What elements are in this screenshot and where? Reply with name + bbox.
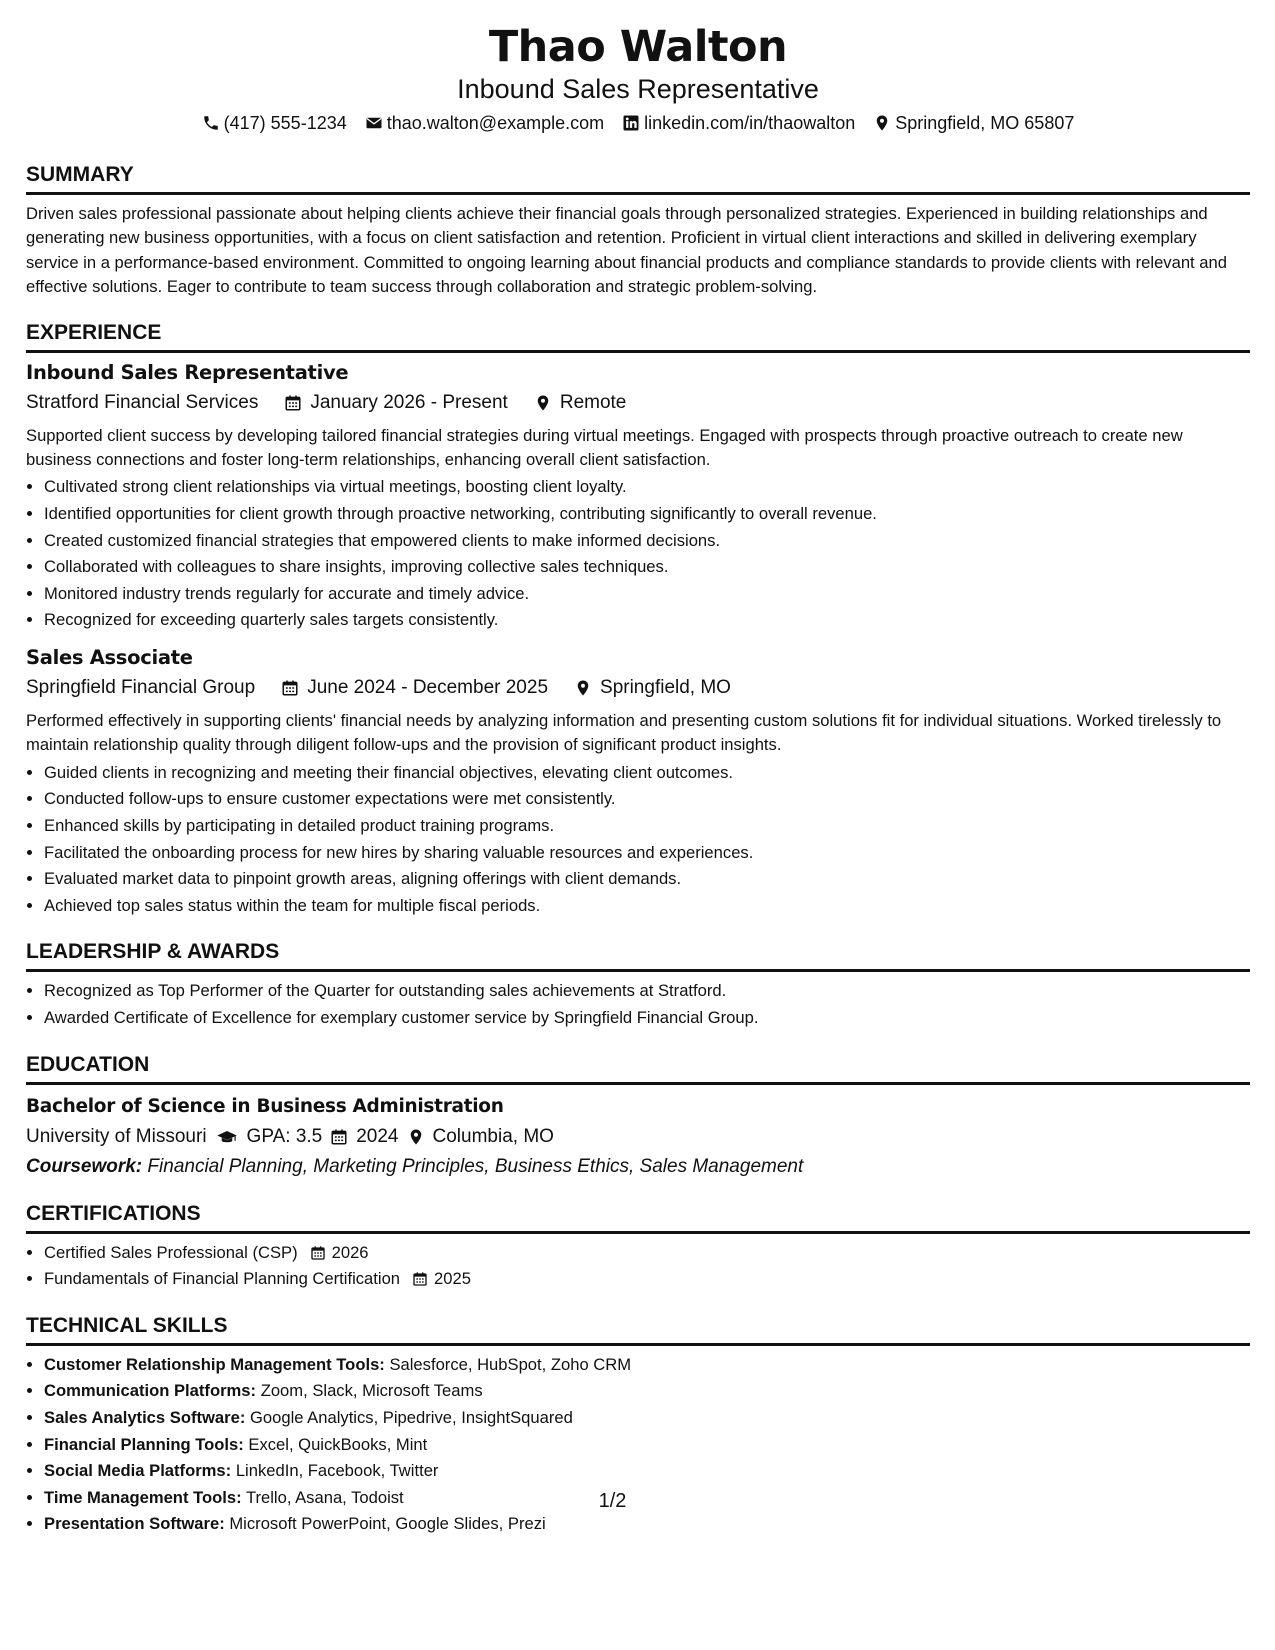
job-dates: June 2024 - December 2025: [307, 677, 549, 698]
list-item: [44, 1511, 1250, 1538]
job-title: Sales Associate: [26, 646, 193, 669]
list-item: [44, 1352, 1250, 1379]
list-item: • Enhanced skills by participating in detailed product training programs.: [44, 813, 1250, 840]
skill-value: Salesforce, HubSpot, Zoho CRM: [389, 1354, 632, 1374]
contact-info: [26, 110, 1250, 136]
job-entry: [26, 644, 1250, 919]
experience-heading: EXPERIENCE: [26, 320, 1250, 353]
job-meta: [26, 389, 1250, 417]
contact-phone-text: (417) 555-1234: [223, 113, 347, 133]
skill-label: Financial Planning Tools:: [44, 1434, 244, 1454]
contact-phone: [202, 110, 347, 136]
list-item: [44, 1458, 1250, 1485]
contact-email-text[interactable]: thao.walton@example.com: [386, 113, 605, 133]
certification-name: • Fundamentals of Financial Planning Certification: [44, 1269, 401, 1289]
calendar-icon: [310, 1245, 326, 1261]
degree-title: Bachelor of Science in Business Administration: [26, 1095, 504, 1117]
job-bullets: [26, 760, 1250, 920]
list-item: [44, 1378, 1250, 1405]
list-item: • Achieved top sales status within the team for multiple fiscal periods.: [44, 893, 1250, 920]
list-item: • Recognized as Top Performer of the Quarter for outstanding sales achievements at Stratford.: [44, 978, 1250, 1005]
leadership-heading: LEADERSHIP & AWARDS: [26, 939, 1250, 972]
list-item: • Recognized for exceeding quarterly sales targets consistently.: [44, 607, 1250, 634]
skill-label: Time Management Tools:: [44, 1487, 242, 1507]
linkedin-icon: [622, 114, 640, 132]
calendar-icon: [281, 679, 299, 697]
list-item: [44, 1432, 1250, 1459]
certifications-list: [26, 1240, 1250, 1293]
job-location: Springfield, MO: [600, 677, 731, 698]
contact-linkedin[interactable]: [622, 110, 855, 136]
contact-location: [873, 110, 1074, 136]
page-number: 1/2: [598, 1490, 627, 1512]
leadership-list: [26, 978, 1250, 1031]
map-pin-icon: [534, 394, 552, 412]
calendar-icon: [330, 1128, 348, 1146]
list-item: • Conducted follow-ups to ensure customer expectations were met consistently.: [44, 786, 1250, 813]
skill-label: Presentation Software:: [44, 1514, 225, 1534]
skill-value: Zoom, Slack, Microsoft Teams: [260, 1381, 483, 1401]
envelope-icon: [365, 114, 383, 132]
resume-page: [26, 18, 1250, 1538]
skill-value: LinkedIn, Facebook, Twitter: [235, 1461, 439, 1481]
skill-value: Microsoft PowerPoint, Google Slides, Prezi: [229, 1514, 546, 1534]
job-dates: January 2026 - Present: [310, 391, 508, 413]
education-heading: EDUCATION: [26, 1052, 1250, 1085]
graduation-year: 2024: [356, 1125, 399, 1147]
education-meta: [26, 1123, 1250, 1151]
school-location: Columbia, MO: [432, 1125, 554, 1147]
skill-value: Google Analytics, Pipedrive, InsightSquared: [249, 1407, 573, 1427]
list-item: • Identified opportunities for client growth through proactive networking, contributing significantly to overall revenue.: [44, 501, 1250, 528]
coursework-label: Coursework:: [26, 1155, 143, 1177]
gpa: GPA: 3.5: [246, 1125, 323, 1147]
certification-year: 2026: [331, 1242, 369, 1262]
skill-label: Social Media Platforms:: [44, 1461, 232, 1481]
list-item: • Evaluated market data to pinpoint growth areas, aligning offerings with client demands.: [44, 866, 1250, 893]
school-name: University of Missouri: [26, 1125, 207, 1147]
job-company: Springfield Financial Group: [26, 677, 256, 698]
calendar-icon: [412, 1271, 428, 1287]
job-title: Inbound Sales Representative: [26, 360, 349, 384]
skill-value: Excel, QuickBooks, Mint: [248, 1434, 428, 1454]
list-item: [44, 1405, 1250, 1432]
summary-text: Driven sales professional passionate about helping clients achieve their financial goals through personalized strategies. Experienced in building relationships and generating new business opportunities, with a focus on client satisfaction and retention. Proficient in virtual client interactions and skilled in delivering exemplary service in a performance-based environment. Committed to ongoing learning about financial products and compliance standards to provide clients with relevant and effective solutions. Eager to contribute to team success through collaboration and strategic problem-solving.: [26, 204, 1227, 297]
candidate-headline: Inbound Sales Representative: [457, 74, 819, 104]
certifications-heading: CERTIFICATIONS: [26, 1201, 1250, 1234]
skill-label: Sales Analytics Software:: [44, 1407, 246, 1427]
list-item: • Monitored industry trends regularly for accurate and timely advice.: [44, 581, 1250, 608]
list-item: • Facilitated the onboarding process for new hires by sharing valuable resources and experiences.: [44, 840, 1250, 867]
list-item: • Cultivated strong client relationships via virtual meetings, boosting client loyalty.: [44, 474, 1250, 501]
certification-name: • Certified Sales Professional (CSP): [44, 1242, 298, 1262]
list-item: • Awarded Certificate of Excellence for exemplary customer service by Springfield Financial Group.: [44, 1005, 1250, 1032]
graduation-cap-icon: [215, 1128, 239, 1146]
map-pin-icon: [407, 1128, 425, 1146]
job-description: Supported client success by developing tailored financial strategies during virtual meetings. Engaged with prospects through proactive outreach to create new business connections and foster long-term relationships, enhancing overall client satisfaction.: [26, 425, 1183, 470]
job-bullets: [26, 474, 1250, 634]
coursework: [26, 1153, 1250, 1181]
map-pin-icon: [574, 679, 592, 697]
certification-year: 2025: [434, 1269, 471, 1289]
contact-linkedin-text[interactable]: linkedin.com/in/thaowalton: [644, 113, 856, 133]
phone-icon: [202, 114, 220, 132]
list-item: [44, 1240, 1250, 1267]
calendar-icon: [284, 394, 302, 412]
job-company: Stratford Financial Services: [26, 391, 259, 413]
map-pin-icon: [873, 114, 891, 132]
skills-heading: TECHNICAL SKILLS: [26, 1313, 1250, 1346]
list-item: • Collaborated with colleagues to share insights, improving collective sales techniques.: [44, 554, 1250, 581]
skill-label: Customer Relationship Management Tools:: [44, 1354, 385, 1374]
job-location: Remote: [559, 391, 627, 413]
list-item: • Guided clients in recognizing and meeting their financial objectives, elevating client outcomes.: [44, 760, 1250, 787]
resume-header: [26, 18, 1250, 136]
contact-email[interactable]: [365, 110, 604, 136]
summary-heading: SUMMARY: [26, 162, 1250, 195]
job-description: Performed effectively in supporting clients' financial needs by analyzing information and presenting custom solutions fit for individual situations. Worked tirelessly to maintain relationship quality through diligent follow-ups and the provision of significant product insights.: [26, 711, 1222, 755]
list-item: • Created customized financial strategies that empowered clients to make informed decisions.: [44, 528, 1250, 555]
skill-value: Trello, Asana, Todoist: [245, 1487, 404, 1507]
skill-label: Communication Platforms:: [44, 1381, 257, 1401]
candidate-name: Thao Walton: [488, 22, 788, 72]
job-entry: [26, 359, 1250, 634]
job-meta: [26, 674, 1250, 702]
list-item: [44, 1266, 1250, 1293]
contact-location-text: Springfield, MO 65807: [895, 113, 1075, 133]
coursework-list: Financial Planning, Marketing Principles, Business Ethics, Sales Management: [147, 1155, 804, 1177]
